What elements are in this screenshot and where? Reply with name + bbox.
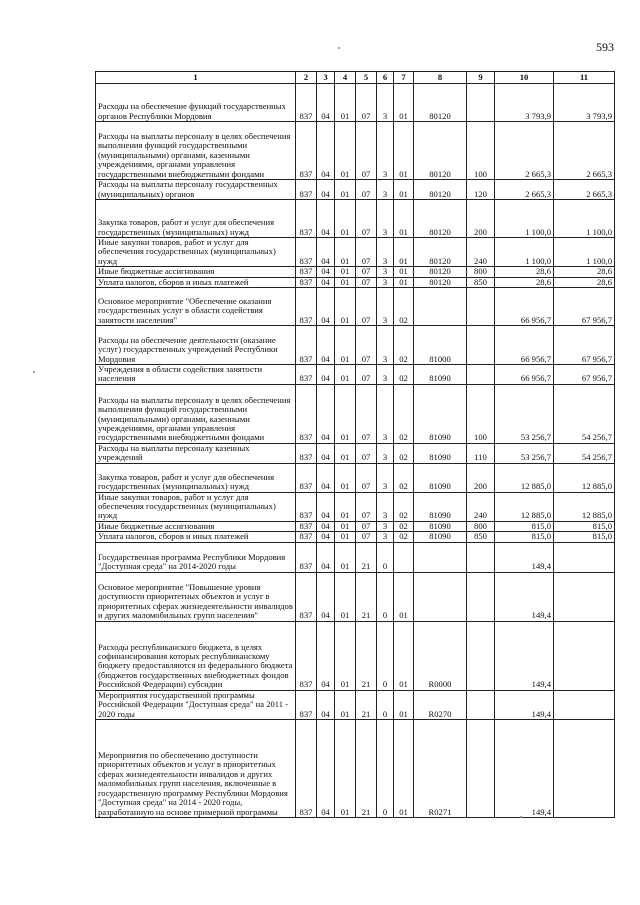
- column-header: 5: [356, 72, 377, 84]
- code-col-2: 837: [296, 365, 317, 385]
- amount-col-10: 815,0: [495, 532, 554, 542]
- amount-col-11: 54 256,7: [554, 443, 615, 463]
- code-col-2: 837: [296, 463, 317, 492]
- code-col-8: 80120: [414, 84, 467, 122]
- amount-col-10: 66 956,7: [495, 365, 554, 385]
- row-label: Расходы на обеспечение деятельности (оказание услуг) государственных учреждений Республики Мордовия: [96, 326, 296, 365]
- amount-col-11: [554, 690, 615, 719]
- row-label: Основное мероприятие "Повышение уровня доступности приоритетных объектов и услуг в приоритетных сферах жизнедеятельности инвалидов и других маломобильных групп населения": [96, 572, 296, 621]
- code-col-8: R0271: [414, 719, 467, 817]
- row-label: Расходы на выплаты персоналу в целях обеспечения выполнения функций государственными (муниципальными) органами, казенными учреждениями, органами управления государственными внебюджетными фондами: [96, 122, 296, 180]
- code-col-7: 02: [394, 365, 414, 385]
- row-label: Уплата налогов, сборов и иных платежей: [96, 277, 296, 287]
- code-col-4: 01: [335, 326, 356, 365]
- code-col-7: 02: [394, 463, 414, 492]
- code-col-4: 01: [335, 521, 356, 531]
- code-col-5: 07: [356, 84, 377, 122]
- row-label: Мероприятия государственной программы Российской Федерации "Доступная среда" на 2011 - 2020 годы: [96, 690, 296, 719]
- code-col-6: 0: [377, 542, 394, 572]
- amount-col-10: 12 885,0: [495, 492, 554, 521]
- code-col-5: 07: [356, 365, 377, 385]
- code-col-2: 837: [296, 521, 317, 531]
- amount-col-10: 53 256,7: [495, 443, 554, 463]
- code-col-3: 04: [317, 180, 335, 200]
- row-label: Основное мероприятие "Обеспечение оказания государственных услуг в области содействия занятости населения": [96, 288, 296, 326]
- table-row: [96, 288, 615, 326]
- amount-col-11: 67 956,7: [554, 326, 615, 365]
- table-row: [96, 277, 615, 287]
- code-col-6: 0: [377, 621, 394, 690]
- table-row: [96, 267, 615, 277]
- code-col-5: 07: [356, 384, 377, 443]
- code-col-7: 01: [394, 719, 414, 817]
- code-col-5: 07: [356, 122, 377, 180]
- row-label: Учреждения в области содействия занятости населения: [96, 365, 296, 385]
- table-row: [96, 572, 615, 621]
- code-col-8: 81090: [414, 384, 467, 443]
- amount-col-10: 815,0: [495, 521, 554, 531]
- amount-col-10: 1 100,0: [495, 200, 554, 238]
- amount-col-10: 149,4: [495, 690, 554, 719]
- code-col-2: 837: [296, 492, 317, 521]
- code-col-6: 3: [377, 277, 394, 287]
- code-col-3: 04: [317, 267, 335, 277]
- code-col-4: 01: [335, 532, 356, 542]
- code-col-5: 07: [356, 200, 377, 238]
- code-col-7: 01: [394, 122, 414, 180]
- column-header: 2: [296, 72, 317, 84]
- code-col-8: [414, 572, 467, 621]
- code-col-4: 01: [335, 180, 356, 200]
- amount-col-11: 12 885,0: [554, 463, 615, 492]
- code-col-3: 04: [317, 443, 335, 463]
- code-col-2: 837: [296, 532, 317, 542]
- code-col-5: 07: [356, 238, 377, 267]
- code-col-3: 04: [317, 326, 335, 365]
- code-col-4: 01: [335, 238, 356, 267]
- amount-col-11: 2 665,3: [554, 180, 615, 200]
- code-col-4: 01: [335, 719, 356, 817]
- code-col-7: 02: [394, 521, 414, 531]
- code-col-6: 3: [377, 122, 394, 180]
- code-col-8: R0270: [414, 690, 467, 719]
- code-col-9: 100: [467, 122, 495, 180]
- amount-col-11: 2 665,3: [554, 122, 615, 180]
- code-col-7: 01: [394, 200, 414, 238]
- code-col-4: 01: [335, 84, 356, 122]
- code-col-2: 837: [296, 238, 317, 267]
- code-col-9: [467, 288, 495, 326]
- code-col-2: 837: [296, 443, 317, 463]
- code-col-9: 110: [467, 443, 495, 463]
- code-col-2: 837: [296, 277, 317, 287]
- table-row: [96, 326, 615, 365]
- code-col-9: 200: [467, 200, 495, 238]
- amount-col-10: 28,6: [495, 267, 554, 277]
- code-col-9: 100: [467, 384, 495, 443]
- code-col-4: 01: [335, 384, 356, 443]
- code-col-3: 04: [317, 122, 335, 180]
- column-header: 11: [554, 72, 615, 84]
- column-header: 8: [414, 72, 467, 84]
- amount-col-10: 2 665,3: [495, 122, 554, 180]
- code-col-6: 3: [377, 267, 394, 277]
- code-col-7: [394, 542, 414, 572]
- code-col-7: 01: [394, 690, 414, 719]
- code-col-5: 21: [356, 621, 377, 690]
- budget-table: [95, 71, 615, 818]
- code-col-2: 837: [296, 288, 317, 326]
- code-col-6: 3: [377, 521, 394, 531]
- table-row: [96, 384, 615, 443]
- code-col-4: 01: [335, 572, 356, 621]
- code-col-6: 3: [377, 326, 394, 365]
- code-col-6: 3: [377, 492, 394, 521]
- row-label: Закупка товаров, работ и услуг для обеспечения государственных (муниципальных) нужд: [96, 463, 296, 492]
- amount-col-11: [554, 572, 615, 621]
- code-col-5: 07: [356, 532, 377, 542]
- code-col-5: 21: [356, 719, 377, 817]
- code-col-9: [467, 719, 495, 817]
- code-col-8: [414, 542, 467, 572]
- table-row: [96, 238, 615, 267]
- scan-speck: [33, 371, 35, 373]
- table-row: [96, 463, 615, 492]
- code-col-3: 04: [317, 542, 335, 572]
- amount-col-10: 149,4: [495, 621, 554, 690]
- code-col-3: 04: [317, 719, 335, 817]
- code-col-5: 07: [356, 277, 377, 287]
- code-col-7: 02: [394, 288, 414, 326]
- code-col-8: 81090: [414, 463, 467, 492]
- code-col-3: 04: [317, 277, 335, 287]
- code-col-9: 240: [467, 492, 495, 521]
- code-col-7: 01: [394, 180, 414, 200]
- table-row: [96, 719, 615, 817]
- code-col-7: 01: [394, 84, 414, 122]
- amount-col-11: 1 100,0: [554, 200, 615, 238]
- amount-col-11: [554, 542, 615, 572]
- code-col-6: 3: [377, 463, 394, 492]
- table-row: [96, 200, 615, 238]
- code-col-4: 01: [335, 288, 356, 326]
- table-row: [96, 690, 615, 719]
- code-col-8: 81090: [414, 365, 467, 385]
- code-col-3: 04: [317, 492, 335, 521]
- code-col-7: 01: [394, 621, 414, 690]
- code-col-6: 3: [377, 365, 394, 385]
- amount-col-11: 67 956,7: [554, 288, 615, 326]
- code-col-4: 01: [335, 200, 356, 238]
- code-col-3: 04: [317, 238, 335, 267]
- code-col-9: 120: [467, 180, 495, 200]
- column-header: 10: [495, 72, 554, 84]
- column-header: 3: [317, 72, 335, 84]
- code-col-6: 3: [377, 200, 394, 238]
- code-col-6: 3: [377, 180, 394, 200]
- code-col-9: 800: [467, 521, 495, 531]
- code-col-2: 837: [296, 621, 317, 690]
- table-row: [96, 621, 615, 690]
- code-col-4: 01: [335, 621, 356, 690]
- code-col-2: 837: [296, 572, 317, 621]
- code-col-7: 01: [394, 267, 414, 277]
- amount-col-11: 815,0: [554, 532, 615, 542]
- code-col-3: 04: [317, 365, 335, 385]
- code-col-9: 240: [467, 238, 495, 267]
- row-label: Уплата налогов, сборов и иных платежей: [96, 532, 296, 542]
- amount-col-10: 149,4: [495, 572, 554, 621]
- amount-col-10: 66 956,7: [495, 288, 554, 326]
- row-label: Государственная программа Республики Мордовия "Доступная среда" на 2014-2020 годы: [96, 542, 296, 572]
- column-header: 6: [377, 72, 394, 84]
- code-col-3: 04: [317, 690, 335, 719]
- code-col-3: 04: [317, 572, 335, 621]
- amount-col-10: 149,4: [495, 719, 554, 817]
- code-col-4: 01: [335, 492, 356, 521]
- amount-col-11: [554, 621, 615, 690]
- code-col-9: [467, 365, 495, 385]
- code-col-5: 07: [356, 443, 377, 463]
- code-col-7: 02: [394, 384, 414, 443]
- code-col-6: 3: [377, 84, 394, 122]
- code-col-6: 0: [377, 719, 394, 817]
- row-label: Расходы на выплаты персоналу казенных учреждений: [96, 443, 296, 463]
- amount-col-11: 67 956,7: [554, 365, 615, 385]
- code-col-2: 837: [296, 384, 317, 443]
- row-label: Иные закупки товаров, работ и услуг для обеспечения государственных (муниципальных) нужд: [96, 238, 296, 267]
- code-col-6: 3: [377, 238, 394, 267]
- code-col-2: 837: [296, 719, 317, 817]
- code-col-3: 04: [317, 521, 335, 531]
- row-label: Иные закупки товаров, работ и услуг для обеспечения государственных (муниципальных) нужд: [96, 492, 296, 521]
- amount-col-11: 54 256,7: [554, 384, 615, 443]
- code-col-5: 21: [356, 572, 377, 621]
- row-label: Расходы республиканского бюджета, в целях софинансирования которых республиканскому бюджету предоставляются из федерального бюджета (бюджетов государственных внебюджетных фондов Российской Федерации) субсидии: [96, 621, 296, 690]
- code-col-7: 01: [394, 277, 414, 287]
- code-col-5: 21: [356, 542, 377, 572]
- table-row: [96, 180, 615, 200]
- code-col-6: 0: [377, 572, 394, 621]
- page-number: 593: [596, 40, 614, 54]
- code-col-2: 837: [296, 200, 317, 238]
- header-row: [96, 72, 615, 84]
- row-label: Иные бюджетные ассигнования: [96, 267, 296, 277]
- code-col-3: 04: [317, 384, 335, 443]
- code-col-3: 04: [317, 200, 335, 238]
- amount-col-10: 12 885,0: [495, 463, 554, 492]
- amount-col-10: 28,6: [495, 277, 554, 287]
- code-col-5: 07: [356, 521, 377, 531]
- code-col-2: 837: [296, 267, 317, 277]
- code-col-4: 01: [335, 463, 356, 492]
- code-col-7: 02: [394, 492, 414, 521]
- code-col-9: 850: [467, 532, 495, 542]
- code-col-8: R0000: [414, 621, 467, 690]
- code-col-2: 837: [296, 122, 317, 180]
- amount-col-11: 28,6: [554, 277, 615, 287]
- row-label: Мероприятия по обеспечению доступности приоритетных объектов и услуг в приоритетных сферах жизнедеятельности инвалидов и других маломобильных групп населения, включенные в государственную программу Республики Мордовия "Доступная среда" на 2014 - 2020 годы, разработанную на основе примерной программы: [96, 719, 296, 817]
- code-col-9: [467, 326, 495, 365]
- code-col-3: 04: [317, 288, 335, 326]
- code-col-5: 07: [356, 326, 377, 365]
- table-row: [96, 492, 615, 521]
- code-col-4: 01: [335, 277, 356, 287]
- code-col-8: [414, 288, 467, 326]
- amount-col-10: 3 793,9: [495, 84, 554, 122]
- table-row: [96, 532, 615, 542]
- column-header: 7: [394, 72, 414, 84]
- code-col-7: 01: [394, 572, 414, 621]
- code-col-4: 01: [335, 365, 356, 385]
- amount-col-11: 12 885,0: [554, 492, 615, 521]
- table-row: [96, 122, 615, 180]
- code-col-2: 837: [296, 542, 317, 572]
- row-label: Расходы на обеспечение функций государственных органов Республики Мордовия: [96, 84, 296, 122]
- amount-col-10: 66 956,7: [495, 326, 554, 365]
- code-col-2: 837: [296, 84, 317, 122]
- amount-col-10: 2 665,3: [495, 180, 554, 200]
- code-col-6: 3: [377, 288, 394, 326]
- code-col-8: 81090: [414, 492, 467, 521]
- amount-col-10: 53 256,7: [495, 384, 554, 443]
- row-label: Закупка товаров, работ и услуг для обеспечения государственных (муниципальных) нужд: [96, 200, 296, 238]
- table-row: [96, 521, 615, 531]
- code-col-5: 07: [356, 180, 377, 200]
- code-col-3: 04: [317, 621, 335, 690]
- table-row: [96, 84, 615, 122]
- amount-col-11: 3 793,9: [554, 84, 615, 122]
- code-col-9: [467, 542, 495, 572]
- row-label: Расходы на выплаты персоналу государственных (муниципальных) органов: [96, 180, 296, 200]
- code-col-7: 01: [394, 238, 414, 267]
- code-col-9: [467, 690, 495, 719]
- code-col-8: 81090: [414, 521, 467, 531]
- code-col-4: 01: [335, 267, 356, 277]
- code-col-3: 04: [317, 532, 335, 542]
- code-col-5: 07: [356, 463, 377, 492]
- code-col-2: 837: [296, 326, 317, 365]
- amount-col-10: 1 100,0: [495, 238, 554, 267]
- code-col-8: 80120: [414, 267, 467, 277]
- code-col-4: 01: [335, 542, 356, 572]
- code-col-3: 04: [317, 463, 335, 492]
- code-col-2: 837: [296, 180, 317, 200]
- code-col-4: 01: [335, 443, 356, 463]
- code-col-5: 07: [356, 492, 377, 521]
- code-col-8: 80120: [414, 277, 467, 287]
- amount-col-11: 815,0: [554, 521, 615, 531]
- code-col-8: 80120: [414, 180, 467, 200]
- code-col-8: 81090: [414, 532, 467, 542]
- code-col-9: 800: [467, 267, 495, 277]
- code-col-8: 80120: [414, 200, 467, 238]
- code-col-9: [467, 84, 495, 122]
- code-col-8: 80120: [414, 238, 467, 267]
- code-col-7: 02: [394, 532, 414, 542]
- code-col-5: 07: [356, 267, 377, 277]
- code-col-2: 837: [296, 690, 317, 719]
- amount-col-11: 28,6: [554, 267, 615, 277]
- code-col-9: [467, 572, 495, 621]
- code-col-8: 80120: [414, 122, 467, 180]
- table-row: [96, 443, 615, 463]
- code-col-4: 01: [335, 122, 356, 180]
- row-label: Иные бюджетные ассигнования: [96, 521, 296, 531]
- column-header: 9: [467, 72, 495, 84]
- column-header: 1: [96, 72, 296, 84]
- code-col-7: 02: [394, 326, 414, 365]
- table-body: [96, 84, 615, 818]
- code-col-6: 3: [377, 532, 394, 542]
- amount-col-10: 149,4: [495, 542, 554, 572]
- code-col-9: 850: [467, 277, 495, 287]
- scan-speck: [338, 47, 340, 49]
- code-col-8: 81000: [414, 326, 467, 365]
- code-col-9: 200: [467, 463, 495, 492]
- column-header: 4: [335, 72, 356, 84]
- code-col-5: 21: [356, 690, 377, 719]
- code-col-6: 3: [377, 443, 394, 463]
- code-col-5: 07: [356, 288, 377, 326]
- code-col-7: 02: [394, 443, 414, 463]
- table-row: [96, 365, 615, 385]
- amount-col-11: 1 100,0: [554, 238, 615, 267]
- table-row: [96, 542, 615, 572]
- code-col-6: 3: [377, 384, 394, 443]
- code-col-6: 0: [377, 690, 394, 719]
- code-col-3: 04: [317, 84, 335, 122]
- scan-speck: [520, 816, 522, 818]
- code-col-4: 01: [335, 690, 356, 719]
- code-col-9: [467, 621, 495, 690]
- row-label: Расходы на выплаты персоналу в целях обеспечения выполнения функций государственными (муниципальными) органами, казенными учреждениями, органами управления государственными внебюджетными фондами: [96, 384, 296, 443]
- code-col-8: 81090: [414, 443, 467, 463]
- amount-col-11: [554, 719, 615, 817]
